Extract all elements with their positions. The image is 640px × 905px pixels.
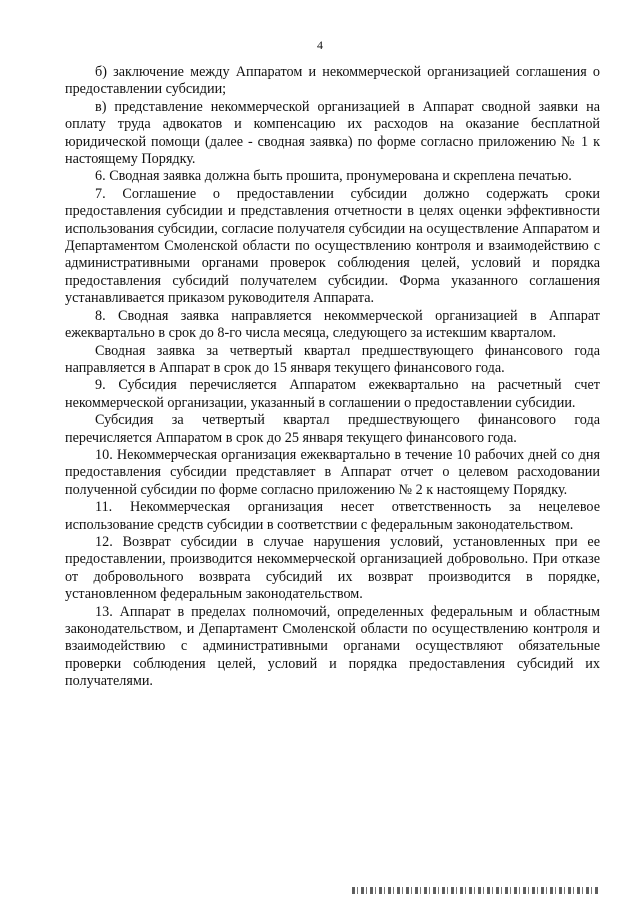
paragraph-11: 11. Некоммерческая организация несет ответственность за нецелевое использование средств субсидии в соответствии с федеральным законодательством. (65, 499, 600, 533)
paragraph-13: 13. Аппарат в пределах полномочий, определенных федеральным и областным законодательством, и Департамент Смоленской области по осуществлению контроля и взаимодействию с административными органами осуществляют обязательные проверки соблюдения целей, условий и порядка предоставления субсидий их получателями. (65, 603, 600, 690)
paragraph-7: 7. Соглашение о предоставлении субсидии должно содержать сроки предоставления субсидии и представления отчетности в целях оценки эффективности использования субсидии, согласие получателя субсидии на осуществление Аппаратом и Департаментом Смоленской области по осуществлению контроля и взаимодействию с административными органами проверок соблюдения целей, условий и порядка предоставления субсидий получателем субсидии. Форма указанного соглашения устанавливается приказом руководителя Аппарата. (65, 185, 600, 307)
paragraph-6: 6. Сводная заявка должна быть прошита, пронумерована и скреплена печатью. (95, 168, 572, 185)
paragraph-9-q4: Субсидия за четвертый квартал предшествующего финансового года перечисляется Аппаратом в срок до 25 января текущего финансового года. (65, 412, 600, 446)
page-number: 4 (317, 38, 323, 52)
scan-barcode-mark (352, 887, 600, 894)
paragraph-5b: б) заключение между Аппаратом и некоммерческой организацией соглашения о предоставлении субсидии; (65, 64, 600, 98)
document-body (65, 64, 600, 691)
paragraph-12: 12. Возврат субсидии в случае нарушения условий, установленных при ее предоставлении, производится некоммерческой организацией добровольно. При отказе от добровольного возврата субсидий их возврат производится в порядке, установленном федеральным законодательством. (65, 533, 600, 603)
paragraph-8-q4: Сводная заявка за четвертый квартал предшествующего финансового года направляется в Аппарат в срок до 15 января текущего финансового года. (65, 342, 600, 376)
paragraph-10: 10. Некоммерческая организация ежеквартально в течение 10 рабочих дней со дня предоставления субсидии представляет в Аппарат отчет о целевом расходовании полученной субсидии по форме согласно приложению № 2 к настоящему Порядку. (65, 446, 600, 498)
paragraph-9: 9. Субсидия перечисляется Аппаратом ежеквартально на расчетный счет некоммерческой организации, указанный в соглашении о предоставлении субсидии. (65, 377, 600, 411)
paragraph-5v: в) представление некоммерческой организацией в Аппарат сводной заявки на оплату труда адвокатов и компенсацию их расходов на оказание бесплатной юридической помощи (далее - сводная заявка) по форме согласно приложению № 1 к настоящему Порядку. (65, 98, 600, 168)
paragraph-8: 8. Сводная заявка направляется некоммерческой организацией в Аппарат ежеквартально в срок до 8-го числа месяца, следующего за истекшим кварталом. (65, 307, 600, 342)
